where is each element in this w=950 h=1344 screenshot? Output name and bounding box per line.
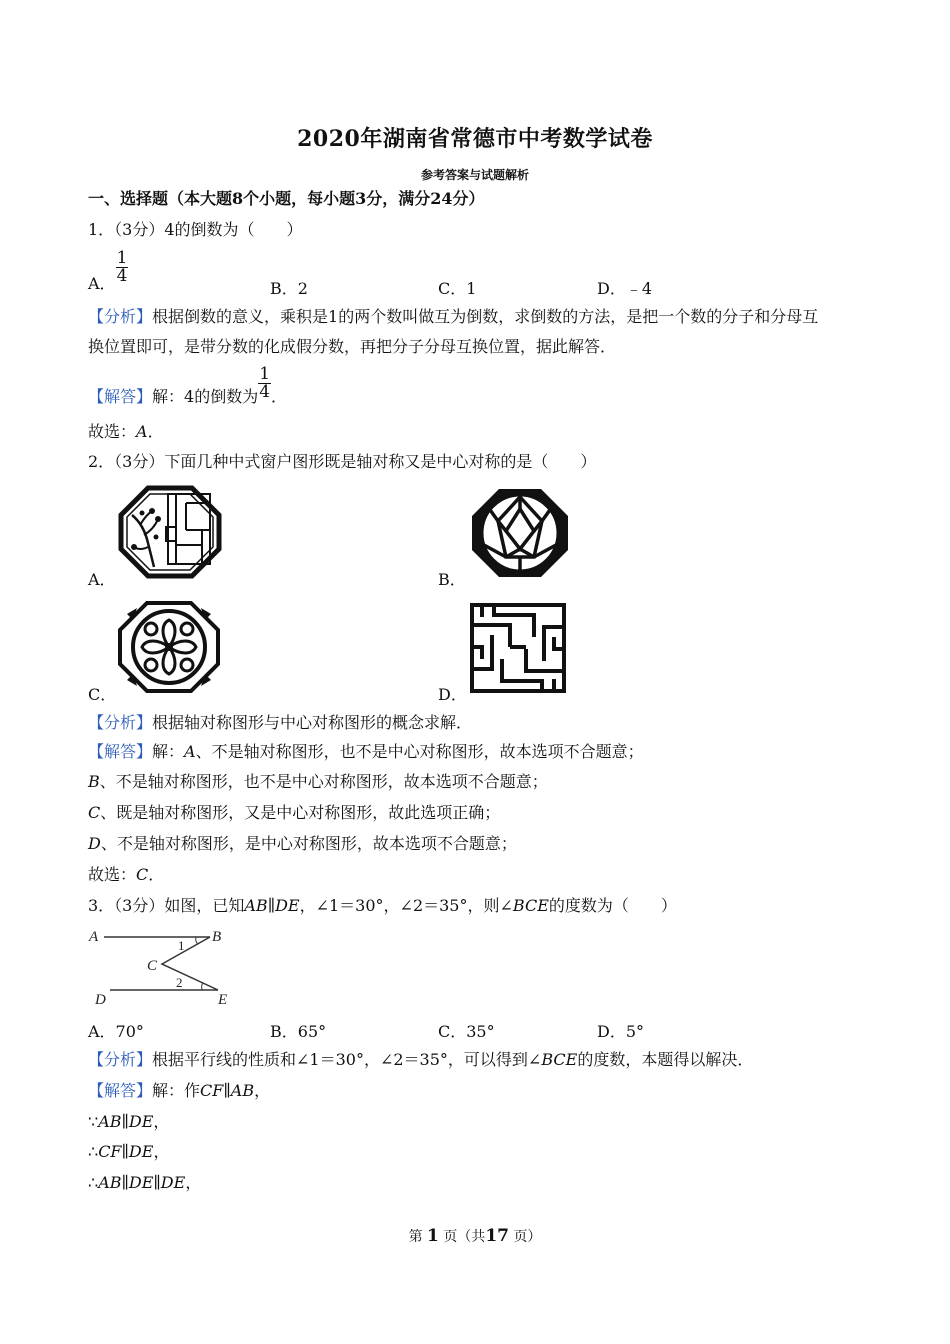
q1-analysis	[88, 306, 818, 328]
q2-window-c-figure	[117, 600, 221, 694]
page-subtitle: 参考答案与试题解析	[420, 168, 529, 182]
q2-choose-letter: C	[136, 865, 149, 884]
q2-answer-text-a: 、不是轴对称图形，也不是中心对称图形，故本选项不合题意；	[195, 742, 644, 761]
q3-analysis	[88, 1049, 753, 1071]
q3-step1-end: ，	[153, 1112, 170, 1131]
q2-stem: 2．（3分）下面几种中式窗户图形既是轴对称又是中心对称的是（ ）	[88, 452, 597, 471]
q3-option-d: D．5°	[597, 1022, 645, 1041]
q3-answer-parallel: ∥	[223, 1081, 231, 1100]
q3-step1	[88, 1111, 169, 1133]
answer-tag: 【解答】	[88, 1081, 153, 1100]
answer-tag: 【解答】	[88, 387, 153, 406]
q1-option-b: B．2	[270, 279, 308, 298]
point-d-label: D	[95, 992, 106, 1008]
q3-stem-ab: AB	[244, 896, 268, 915]
q2-analysis	[88, 712, 472, 734]
analysis-tag: 【分析】	[88, 713, 153, 732]
q3-answer-ab: AB	[230, 1081, 255, 1100]
q1-choose-end: ．	[147, 422, 164, 441]
q2-answer-letter-d: D	[88, 834, 101, 853]
q2-answer-line4	[88, 833, 517, 855]
q1-answer	[88, 366, 287, 408]
q2-option-c: C．	[88, 685, 117, 704]
q3-step3-parallel: ∥	[153, 1173, 161, 1192]
q2-option-a: A．	[88, 570, 116, 589]
q2-choose-prefix: 故选：	[88, 865, 137, 884]
point-b-label: B	[212, 929, 222, 945]
q2-answer-letter-a: A	[184, 742, 196, 761]
footer-total-pages: 17	[485, 1226, 509, 1246]
q2-window-a-figure	[118, 485, 222, 579]
footer-prefix: 第	[408, 1229, 423, 1245]
q1-option-a-fraction	[116, 250, 129, 285]
q2-answer-text-b: 、不是轴对称图形，也不是中心对称图形，故本选项不合题意；	[99, 772, 548, 791]
polyline-bce	[162, 937, 218, 990]
q2-answer-prefix: 解：	[152, 742, 185, 761]
q3-stem-2: ，∠1＝30°，∠2＝35°，则∠	[299, 896, 513, 915]
q3-analysis-text-2: 的度数，本题得以解决．	[577, 1050, 754, 1069]
q1-choose-prefix: 故选：	[88, 422, 137, 441]
angle-1-label: 1	[178, 938, 185, 953]
q3-stem-de: DE	[275, 896, 300, 915]
q3-step3-de: DE	[160, 1173, 186, 1192]
q1-answer-end: ．	[271, 387, 288, 406]
q1-stem: 1．（3分）4的倒数为（ ）	[88, 220, 303, 239]
q3-analysis-bce: BCE	[541, 1050, 578, 1069]
q1-answer-text: 解：4的倒数为	[152, 387, 259, 406]
q2-option-d: D．	[438, 685, 467, 704]
angle-1-arc	[196, 937, 198, 944]
q2-answer-line2	[88, 771, 548, 793]
page-title: 2020年湖南省常德市中考数学试卷	[297, 126, 653, 152]
q3-step2	[88, 1141, 169, 1163]
q3-stem-3: 的度数为（ ）	[548, 896, 677, 915]
q2-choose	[88, 864, 164, 886]
q3-step3-end: ，	[185, 1173, 202, 1192]
q1-answer-denominator: 4	[259, 382, 271, 402]
q1-analysis-line2: 换位置即可，是带分数的化成假分数，再把分子分母互换位置，据此解答．	[88, 337, 617, 356]
analysis-tag: 【分析】	[88, 307, 153, 326]
q3-answer-end: ，	[254, 1081, 271, 1100]
answer-tag: 【解答】	[88, 742, 153, 761]
q1-choose-letter: A	[136, 422, 148, 441]
q2-analysis-text: 根据轴对称图形与中心对称图形的概念求解．	[152, 713, 473, 732]
therefore-symbol: ∴	[88, 1142, 99, 1161]
q2-answer-line1	[88, 741, 644, 763]
q3-step3	[88, 1172, 201, 1194]
section-heading: 一、选择题（本大题8个小题，每小题3分，满分24分）	[88, 189, 485, 208]
q3-option-c: C．35°	[438, 1022, 495, 1041]
q1-option-c: C．1	[438, 279, 477, 298]
q2-answer-letter-b: B	[88, 772, 100, 791]
q2-option-b: B．	[438, 570, 466, 589]
because-symbol: ∵	[88, 1112, 99, 1131]
analysis-tag: 【分析】	[88, 1050, 153, 1069]
q2-window-b-figure	[470, 487, 570, 579]
q3-answer-text: 解：作	[152, 1081, 201, 1100]
q2-choose-end: ．	[148, 865, 165, 884]
q1-analysis-text-1: 根据倒数的意义，乘积是1的两个数叫做互为倒数，求倒数的方法，是把一个数的分子和分母互	[152, 307, 819, 326]
q3-stem-bce: BCE	[512, 896, 549, 915]
page-footer	[0, 1226, 950, 1246]
q2-answer-text-d: 、不是轴对称图形，是中心对称图形，故本选项不合题意；	[100, 834, 517, 853]
footer-page-number: 1	[427, 1226, 439, 1246]
point-e-label: E	[218, 992, 228, 1008]
q3-stem-1: 3．（3分）如图，已知	[88, 896, 245, 915]
q3-answer	[88, 1080, 270, 1102]
footer-mid: 页（共	[443, 1229, 486, 1245]
q2-window-d-figure	[470, 603, 566, 693]
q3-step3-text: AB∥DE	[98, 1173, 154, 1192]
q1-choose	[88, 421, 164, 443]
q3-stem-parallel: ∥	[267, 896, 276, 915]
angle-2-label: 2	[176, 975, 183, 990]
point-a-label: A	[89, 929, 99, 945]
q1-answer-numerator: 1	[259, 364, 271, 384]
footer-suffix: 页）	[513, 1229, 542, 1245]
q1-a-denominator: 4	[116, 266, 128, 286]
q3-stem	[88, 895, 677, 917]
q3-option-a: A．70°	[88, 1022, 144, 1041]
angle-2-arc	[202, 983, 203, 990]
q1-option-a	[88, 250, 128, 294]
q1-a-numerator: 1	[116, 248, 128, 268]
q3-option-b: B．65°	[270, 1022, 327, 1041]
point-c-label: C	[147, 958, 158, 974]
q3-step1-text: AB∥DE	[98, 1112, 154, 1131]
q3-step2-text: CF∥DE	[98, 1142, 154, 1161]
therefore-symbol: ∴	[88, 1173, 99, 1192]
q3-answer-cf: CF	[200, 1081, 224, 1100]
q1-option-d: D．﹣4	[597, 279, 653, 298]
q2-answer-text-c: 、既是轴对称图形，又是中心对称图形，故此选项正确；	[100, 803, 501, 822]
q1-answer-fraction	[258, 366, 271, 401]
q1-option-a-label: A．	[88, 274, 116, 293]
q3-step2-end: ，	[153, 1142, 170, 1161]
q3-geometry-figure	[86, 924, 236, 1008]
q2-answer-letter-c: C	[88, 803, 101, 822]
q2-answer-line3	[88, 802, 500, 824]
q3-analysis-text-1: 根据平行线的性质和∠1＝30°，∠2＝35°，可以得到∠	[152, 1050, 542, 1069]
